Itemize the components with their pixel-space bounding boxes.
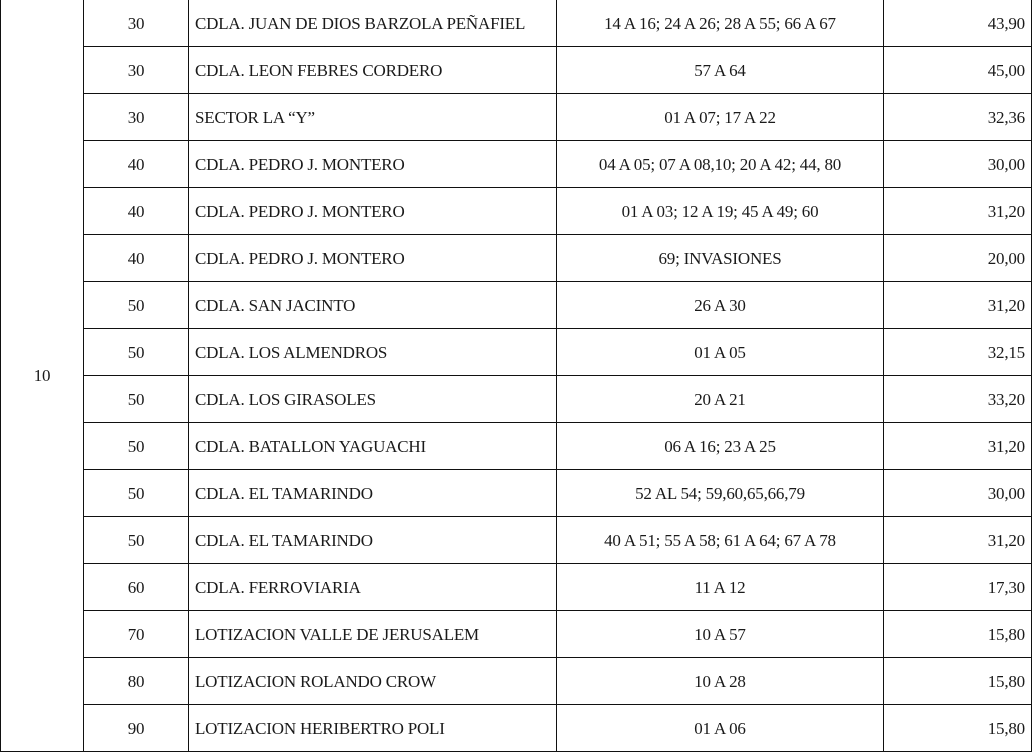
table-row [1,517,1032,564]
lots-cell: 01 A 07; 17 A 22 [557,94,884,141]
value-cell: 31,20 [884,517,1032,564]
lots-cell: 52 AL 54; 59,60,65,66,79 [557,470,884,517]
value-cell: 33,20 [884,376,1032,423]
lots-cell: 04 A 05; 07 A 08,10; 20 A 42; 44, 80 [557,141,884,188]
lots-cell: 01 A 06 [557,705,884,752]
value-cell: 31,20 [884,188,1032,235]
zone-cell: 50 [84,376,189,423]
zone-cell: 40 [84,141,189,188]
zone-cell: 40 [84,235,189,282]
table-body [1,0,1032,752]
lots-cell: 14 A 16; 24 A 26; 28 A 55; 66 A 67 [557,0,884,47]
table-row [1,0,1032,47]
name-cell: CDLA. EL TAMARINDO [189,470,557,517]
zone-cell: 60 [84,564,189,611]
value-cell: 32,36 [884,94,1032,141]
zone-cell: 90 [84,705,189,752]
table-row [1,470,1032,517]
name-cell: CDLA. EL TAMARINDO [189,517,557,564]
lots-cell: 01 A 03; 12 A 19; 45 A 49; 60 [557,188,884,235]
table-row [1,188,1032,235]
table-row [1,376,1032,423]
value-cell: 15,80 [884,705,1032,752]
lots-cell: 20 A 21 [557,376,884,423]
lots-cell: 06 A 16; 23 A 25 [557,423,884,470]
value-cell: 20,00 [884,235,1032,282]
table-row [1,47,1032,94]
lots-cell: 40 A 51; 55 A 58; 61 A 64; 67 A 78 [557,517,884,564]
table-row [1,235,1032,282]
zone-cell: 30 [84,0,189,47]
name-cell: SECTOR LA “Y” [189,94,557,141]
lots-cell: 69; INVASIONES [557,235,884,282]
value-cell: 17,30 [884,564,1032,611]
zone-cell: 50 [84,517,189,564]
name-cell: CDLA. FERROVIARIA [189,564,557,611]
zone-cell: 30 [84,94,189,141]
zone-cell: 30 [84,47,189,94]
value-cell: 31,20 [884,423,1032,470]
zone-cell: 50 [84,329,189,376]
zone-cell: 40 [84,188,189,235]
zone-cell: 70 [84,611,189,658]
name-cell: LOTIZACION ROLANDO CROW [189,658,557,705]
lots-cell: 01 A 05 [557,329,884,376]
zone-cell: 80 [84,658,189,705]
table-row [1,282,1032,329]
lots-cell: 11 A 12 [557,564,884,611]
name-cell: CDLA. LOS ALMENDROS [189,329,557,376]
name-cell: CDLA. PEDRO J. MONTERO [189,141,557,188]
name-cell: LOTIZACION HERIBERTRO POLI [189,705,557,752]
name-cell: CDLA. SAN JACINTO [189,282,557,329]
name-cell: CDLA. BATALLON YAGUACHI [189,423,557,470]
name-cell: LOTIZACION VALLE DE JERUSALEM [189,611,557,658]
lots-cell: 10 A 57 [557,611,884,658]
value-cell: 43,90 [884,0,1032,47]
table-row [1,611,1032,658]
value-cell: 30,00 [884,470,1032,517]
lots-cell: 10 A 28 [557,658,884,705]
value-cell: 30,00 [884,141,1032,188]
value-cell: 15,80 [884,658,1032,705]
table-row [1,423,1032,470]
zone-cell: 50 [84,423,189,470]
zone-cell: 50 [84,282,189,329]
zone-cell: 50 [84,470,189,517]
name-cell: CDLA. PEDRO J. MONTERO [189,235,557,282]
table-row [1,141,1032,188]
lots-cell: 26 A 30 [557,282,884,329]
value-cell: 45,00 [884,47,1032,94]
value-cell: 31,20 [884,282,1032,329]
table-row [1,94,1032,141]
value-cell: 15,80 [884,611,1032,658]
table-row [1,658,1032,705]
table-row [1,705,1032,752]
name-cell: CDLA. JUAN DE DIOS BARZOLA PEÑAFIEL [189,0,557,47]
group-cell: 10 [1,0,84,752]
value-cell: 32,15 [884,329,1032,376]
table-row [1,329,1032,376]
lots-cell: 57 A 64 [557,47,884,94]
name-cell: CDLA. PEDRO J. MONTERO [189,188,557,235]
name-cell: CDLA. LEON FEBRES CORDERO [189,47,557,94]
name-cell: CDLA. LOS GIRASOLES [189,376,557,423]
table-row [1,564,1032,611]
